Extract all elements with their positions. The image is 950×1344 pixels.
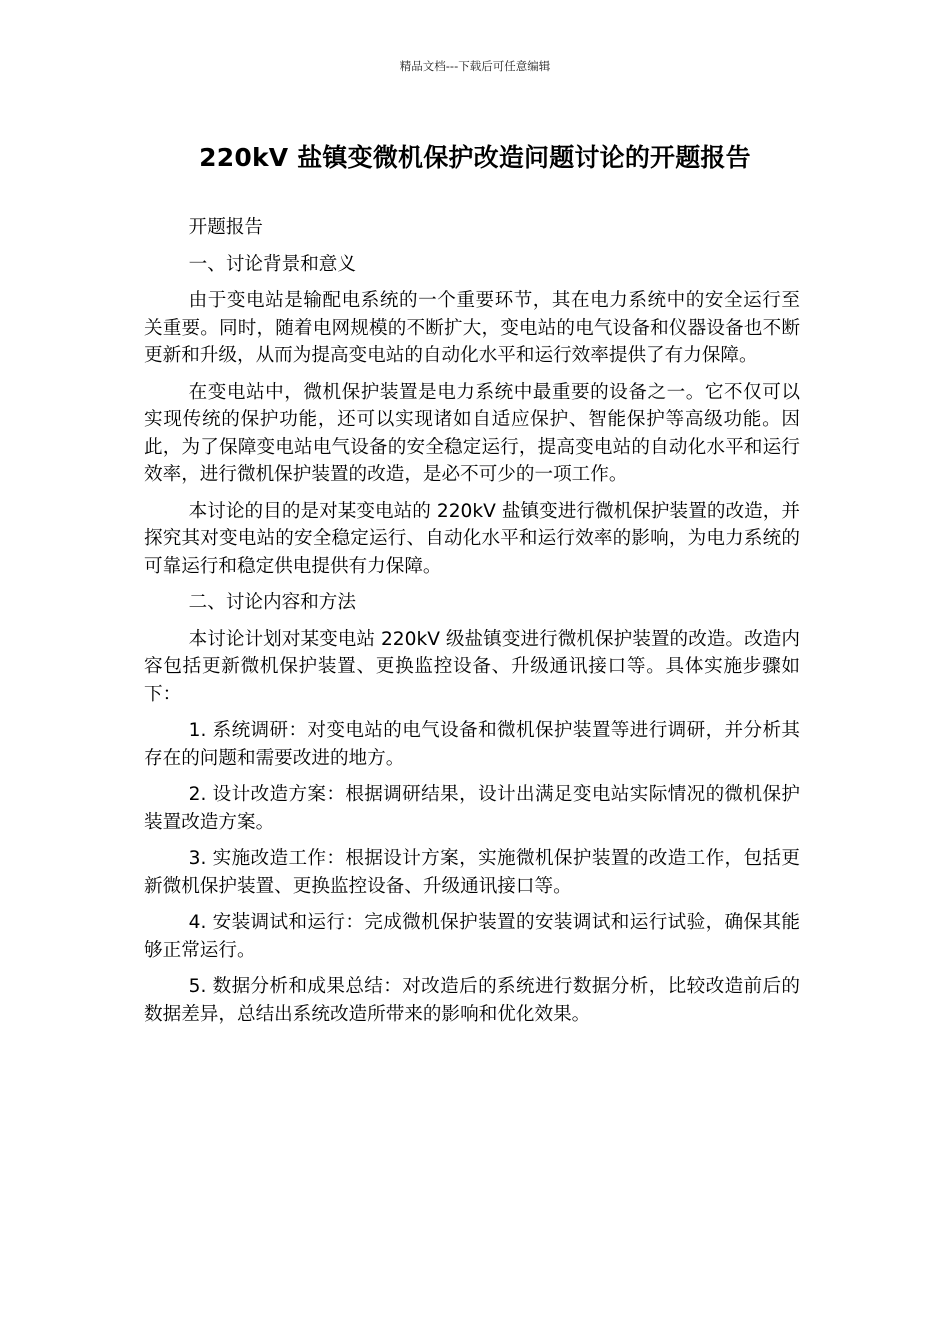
document-body xyxy=(144,214,800,1037)
list-item-step-4: 4. 安装调试和运行：完成微机保护装置的安装调试和运行试验，确保其能够正常运行。 xyxy=(144,912,800,961)
paragraph-section-label: 开题报告 xyxy=(188,217,264,238)
header-note: 精品文档---下载后可任意编辑 xyxy=(399,59,551,73)
paragraph: 由于变电站是输配电系统的一个重要环节，其在电力系统中的安全运行至关重要。同时，随着电网规模的不断扩大，变电站的电气设备和仪器设备也不断更新和升级，从而为提高变电站的自动化水平和运行效率提供了有力保障。 xyxy=(144,290,800,366)
heading-content-method: 二、讨论内容和方法 xyxy=(188,592,356,613)
paragraph: 本讨论的目的是对某变电站的 220kV 盐镇变进行微机保护装置的改造，并探究其对变电站的安全稳定运行、自动化水平和运行效率的影响，为电力系统的可靠运行和稳定供电提供有力保障。 xyxy=(144,500,800,577)
paragraph: 在变电站中，微机保护装置是电力系统中最重要的设备之一。它不仅可以实现传统的保护功能，还可以实现诸如自适应保护、智能保护等高级功能。因此，为了保障变电站电气设备的安全稳定运行，提高变电站的自动化水平和运行效率，进行微机保护装置的改造，是必不可少的一项工作。 xyxy=(144,381,800,485)
list-item-step-1: 1. 系统调研：对变电站的电气设备和微机保护装置等进行调研，并分析其存在的问题和需要改进的地方。 xyxy=(144,720,800,769)
list-item-step-3: 3. 实施改造工作：根据设计方案，实施微机保护装置的改造工作，包括更新微机保护装置、更换监控设备、升级通讯接口等。 xyxy=(144,848,800,897)
heading-background: 一、讨论背景和意义 xyxy=(188,253,356,275)
paragraph: 本讨论计划对某变电站 220kV 级盐镇变进行微机保护装置的改造。改造内容包括更新微机保护装置、更换监控设备、升级通讯接口等。具体实施步骤如下： xyxy=(144,628,800,705)
document-title: 220kV 盐镇变微机保护改造问题讨论的开题报告 xyxy=(199,143,751,172)
list-item-step-2: 2. 设计改造方案：根据调研结果，设计出满足变电站实际情况的微机保护装置改造方案。 xyxy=(144,784,800,833)
list-item-step-5: 5. 数据分析和成果总结：对改造后的系统进行数据分析，比较改造前后的数据差异，总结出系统改造所带来的影响和优化效果。 xyxy=(144,976,800,1025)
